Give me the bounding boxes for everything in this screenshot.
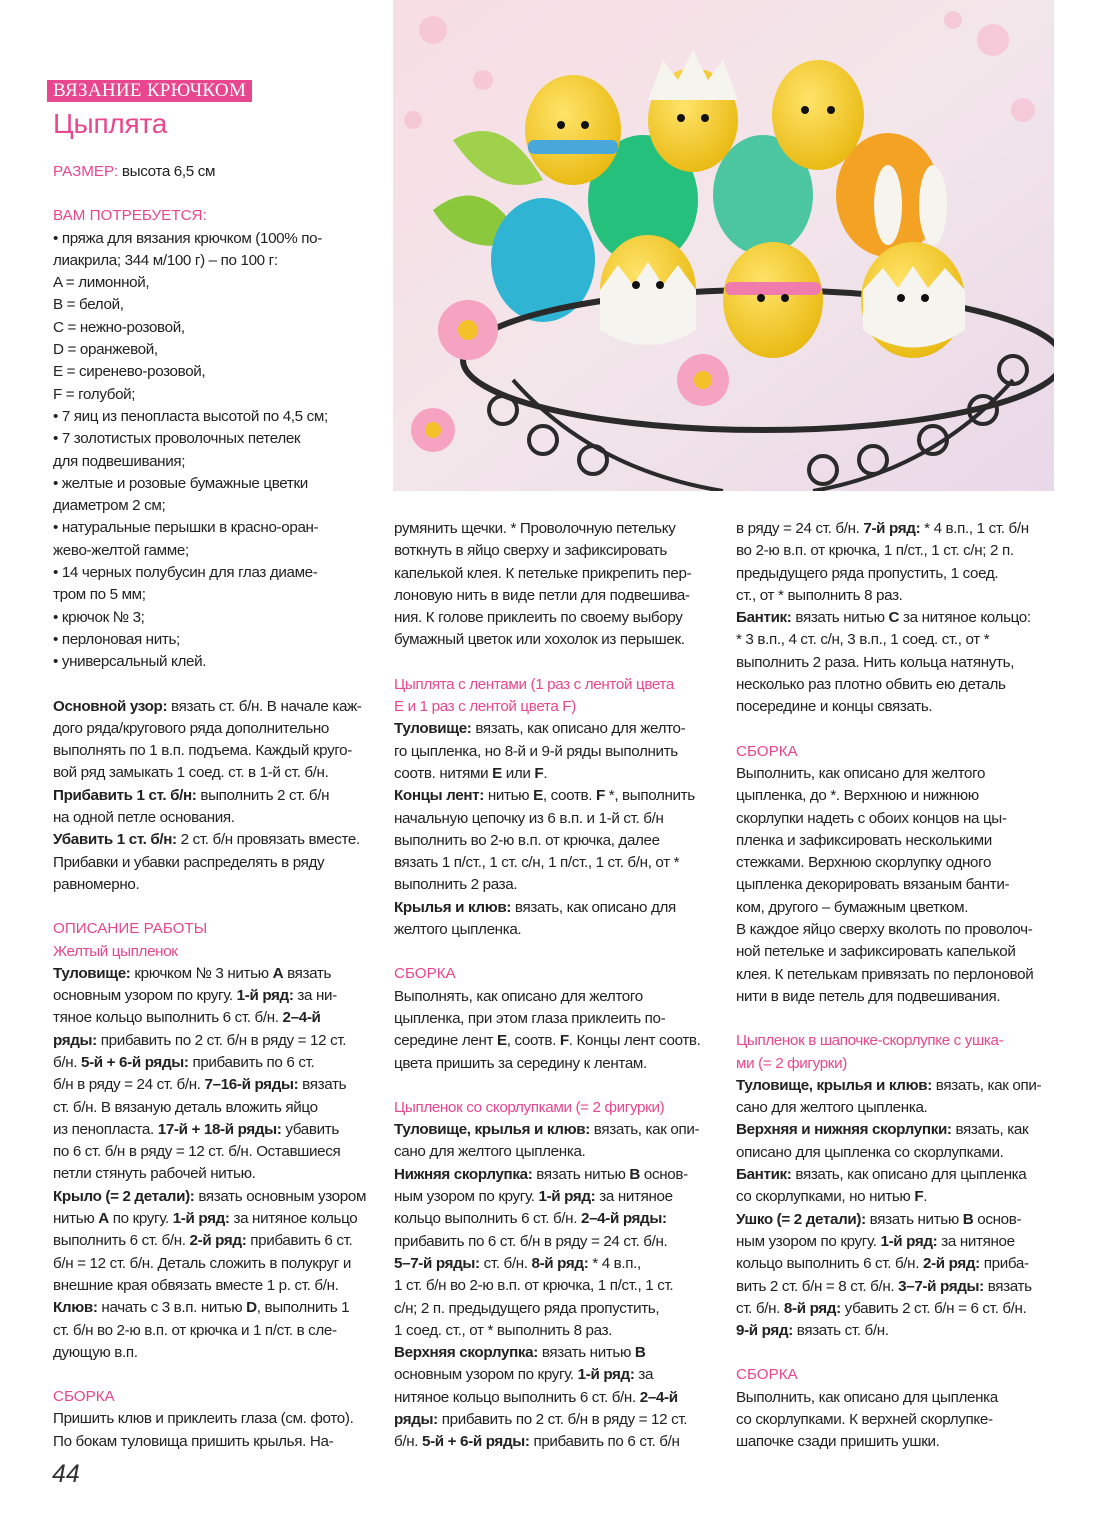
size-label: РАЗМЕР:	[53, 163, 119, 180]
dec-line: равномерно.	[53, 875, 140, 893]
materials-line: • перлоновая нить;	[53, 630, 180, 648]
pattern-line: выполнять по 1 в.п. подъема. Каждый круго-	[53, 742, 352, 760]
materials-line: A = лимонной,	[53, 274, 150, 292]
ears-chick-heading: ми (= 2 фигурки)	[736, 1054, 847, 1072]
materials-line: C = нежно-розовой,	[53, 318, 185, 336]
size-line: РАЗМЕР: высота 6,5 см	[53, 163, 216, 180]
page-title: Цыплята	[53, 108, 168, 139]
materials-line: • крючок № 3;	[53, 608, 145, 626]
materials-line: • 7 золотистых проволочных петелек	[53, 430, 301, 448]
materials-line: для подвешивания;	[53, 452, 186, 470]
materials-line: • 14 черных полубусин для глаз диаме-	[53, 564, 318, 582]
materials-line: тром по 5 мм;	[53, 586, 146, 604]
materials-line: D = оранжевой,	[53, 341, 158, 359]
materials-line: • 7 яиц из пенопласта высотой по 4,5 см;	[53, 407, 328, 425]
inc-line: Прибавить 1 ст. б/н: выполнить 2 ст. б/н	[53, 786, 330, 804]
dec-line: Прибавки и убавки распределять в ряду	[53, 853, 325, 871]
easter-chicks-photo	[393, 0, 1054, 491]
materials-line: лиакрила; 344 м/100 г) – по 100 г:	[53, 251, 278, 269]
column-2: румянить щечки. * Проволочную петельку воткнуть в яйцо сверху и зафиксировать капелькой клея. К петельке прикрепить пер- лоновую нить в виде петли для подвешива- ния. К голове приклеить по своему выбору бумажный цветок или хохолок из перышек. Цыплята с лентами (1 раз с лентой цвета E и 1 раз с лентой цвета F) Туловище: вязать, как описано для желто- го цыпленка, но 8-й и 9-й ряды выполнить соотв. нитями E или F. Концы лент: нитью E, соотв. F *, выполнить начальную цепочку из 6 в.п. и 1-й ст. б/н выполнить во 2-ю в.п. от крючка, далее вязать 1 п/ст., 1 ст. с/н, 1 п/ст., 1 ст. б/н, от * выполнить 2 раза. Крылья и клюв: вязать, как описано для желтого цыпленка. СБОРКА Выполнять, как описано для желтого цыпленка, при этом глаза приклеить по- середине лент E, соотв. F. Концы лент соотв. цвета пришить за середину к лентам. Цыпленок со скорлупками (= 2 фигурки) Туловище, крылья и клюв: вязать, как опи- сано для желтого цыпленка. Нижняя скорлупка: вязать нитью B основ- ным узором по кругу. 1-й ряд: за нитяное кольцо выполнить 6 ст. б/н. 2–4-й ряды: прибавить по 6 ст. б/н в ряду = 24 ст. б/н. 5–7-й ряды: ст. б/н. 8-й ряд: * 4 в.п., 1 ст. б/н во 2-ю в.п. от крючка, 1 п/ст., 1 ст. с/н; 2 п. предыдущего ряда пропустить, 1 соед. ст., от * выполнить 8 раз. Верхняя скорлупка: вязать нитью B основным узором по кругу. 1-й ряд: за нитяное кольцо выполнить 6 ст. б/н. 2–4-й ряды: прибавить по 2 ст. б/н в ряду = 12 ст. б/н. 5-й + 6-й ряды: прибавить по 6 ст. б/н	[394, 518, 716, 1454]
materials-line: F = голубой;	[53, 385, 136, 403]
shell-chick-heading: Цыпленок со скорлупками (= 2 фигурки)	[394, 1098, 665, 1116]
section-tag: ВЯЗАНИЕ КРЮЧКОМ	[47, 80, 252, 102]
materials-line: B = белой,	[53, 296, 124, 314]
ribbons-heading: Цыплята с лентами (1 раз с лентой цвета	[394, 675, 674, 693]
assembly-heading: СБОРКА	[53, 1388, 115, 1406]
materials-line: • универсальный клей.	[53, 653, 207, 671]
work-heading: ОПИСАНИЕ РАБОТЫ	[53, 920, 208, 938]
dec-line: Убавить 1 ст. б/н: 2 ст. б/н провязать вместе.	[53, 831, 360, 849]
materials-line: • натуральные перышки в красно-оран-	[53, 519, 319, 537]
inc-line: на одной петле основания.	[53, 809, 235, 827]
ribbons-heading: E и 1 раз с лентой цвета F)	[394, 698, 576, 716]
materials-heading: ВАМ ПОТРЕБУЕТСЯ:	[53, 207, 207, 225]
assembly-heading: СБОРКА	[736, 1366, 798, 1384]
materials-line: жево-желтой гамме;	[53, 541, 189, 559]
materials-line: E = сиренево-розовой,	[53, 363, 206, 381]
materials-line: • желтые и розовые бумажные цветки	[53, 474, 308, 492]
ears-chick-heading: Цыпленок в шапочке-скорлупке с ушка-	[736, 1032, 1004, 1050]
column-3: в ряду = 24 ст. б/н. 7-й ряд: * 4 в.п., 1 ст. б/н во 2-ю в.п. от крючка, 1 п/ст., 1 ст. с/н; 2 п. предыдущего ряда пропустить, 1 соед. ст., от * выполнить 8 раз. Бантик: вязать нитью C за нитяное кольцо: * 3 в.п., 4 ст. с/н, 3 в.п., 1 соед. ст., от * выполнить 2 раза. Нить кольца натянуть, несколько раз плотно обвить ею деталь посередине и концы связать. СБОРКА Выполнить, как описано для желтого цыпленка, до *. Верхнюю и нижнюю скорлупки надеть с обоих концов на цы- пленка и зафиксировать несколькими стежками. Верхнюю скорлупку одного цыпленка декорировать вязаным банти- ком, другого – бумажным цветком. В каждое яйцо сверху вколоть по проволоч- ной петельке и зафиксировать капелькой клея. К петелькам привязать по перлоновой нити в виде петель для подвешивания. Цыпленок в шапочке-скорлупке с ушка- ми (= 2 фигурки) Туловище, крылья и клюв: вязать, как опи- сано для желтого цыпленка. Верхняя и нижняя скорлупки: вязать, как описано для цыпленка со скорлупками. Бантик: вязать, как описано для цыпленка со скорлупками, но нитью F. Ушко (= 2 детали): вязать нитью B основ- ным узором по кругу. 1-й ряд: за нитяное кольцо выполнить 6 ст. б/н. 2-й ряд: приба- вить 2 ст. б/н = 8 ст. б/н. 3–7-й ряды: вязать ст. б/н. 8-й ряд: убавить 2 ст. б/н = 6 ст. б/н. 9-й ряд: вязать ст. б/н. СБОРКА Выполнить, как описано для цыпленка со скорлупками. К верхней скорлупке- шапочке сзади пришить ушки.	[736, 518, 1062, 1454]
column-1: РАЗМЕР: высота 6,5 см ВАМ ПОТРЕБУЕТСЯ: • пряжа для вязания крючком (100% по- лиакрила; 344 м/100 г) – по 100 г: A = лимонной, B = белой, C = нежно-розовой, D = оранжевой, E = сиренево-розовой, F = голубой; • 7 яиц из пенопласта высотой по 4,5 см; • 7 золотистых проволочных петелек для подвешивания; • желтые и розовые бумажные цветки диаметром 2 см; • натуральные перышки в красно-оран- жево-желтой гамме; • 14 черных полубусин для глаз диаме- тром по 5 мм; • крючок № 3; • перлоновая нить; • универсальный клей. Основной узор: вязать ст. б/н. В начале каж- дого ряда/кругового ряда дополнительно выполнять по 1 в.п. подъема. Каждый круго- вой ряд замыкать 1 соед. ст. в 1-й ст. б/н. Прибавить 1 ст. б/н: выполнить 2 ст. б/н на одной петле основания. Убавить 1 ст. б/н: 2 ст. б/н провязать вместе. Прибавки и убавки распределять в ряду равномерно. ОПИСАНИЕ РАБОТЫ Желтый цыпленок Туловище: крючком № 3 нитью A вязать основным узором по кругу. 1-й ряд: за ни- тяное кольцо выполнить 6 ст. б/н. 2–4-й ряды: прибавить по 2 ст. б/н в ряду = 12 ст. б/н. 5-й + 6-й ряды: прибавить по 6 ст. б/н в ряду = 24 ст. б/н. 7–16-й ряды: вязать ст. б/н. В вязаную деталь вложить яйцо из пенопласта. 17-й + 18-й ряды: убавить по 6 ст. б/н в ряду = 12 ст. б/н. Оставшиеся петли стянуть рабочей нитью. Крыло (= 2 детали): вязать основным узором нитью A по кругу. 1-й ряд: за нитяное кольцо выполнить 6 ст. б/н. 2-й ряд: прибавить 6 ст. б/н = 12 ст. б/н. Деталь сложить в полукруг и внешние края обвязать вместе 1 р. ст. б/н. Клюв: начать с 3 в.п. нитью D, выполнить 1 ст. б/н во 2-ю в.п. от крючка и 1 п/ст. в сле- дующую в.п. СБОРКА Пришить клюв и приклеить глаза (см. фото). По бокам туловища пришить крылья. На-	[53, 161, 378, 1453]
pattern-line: дого ряда/кругового ряда дополнительно	[53, 719, 330, 737]
pattern-line: вой ряд замыкать 1 соед. ст. в 1-й ст. б/н.	[53, 764, 329, 782]
page-number: 44	[52, 1460, 80, 1488]
materials-line: • пряжа для вязания крючком (100% по-	[53, 229, 322, 247]
assembly-heading: СБОРКА	[394, 965, 456, 983]
assembly-heading: СБОРКА	[736, 742, 798, 760]
materials-line: диаметром 2 см;	[53, 497, 166, 515]
yellow-chick-heading: Желтый цыпленок	[53, 942, 178, 960]
pattern-line: Основной узор: вязать ст. б/н. В начале каж-	[53, 697, 362, 715]
